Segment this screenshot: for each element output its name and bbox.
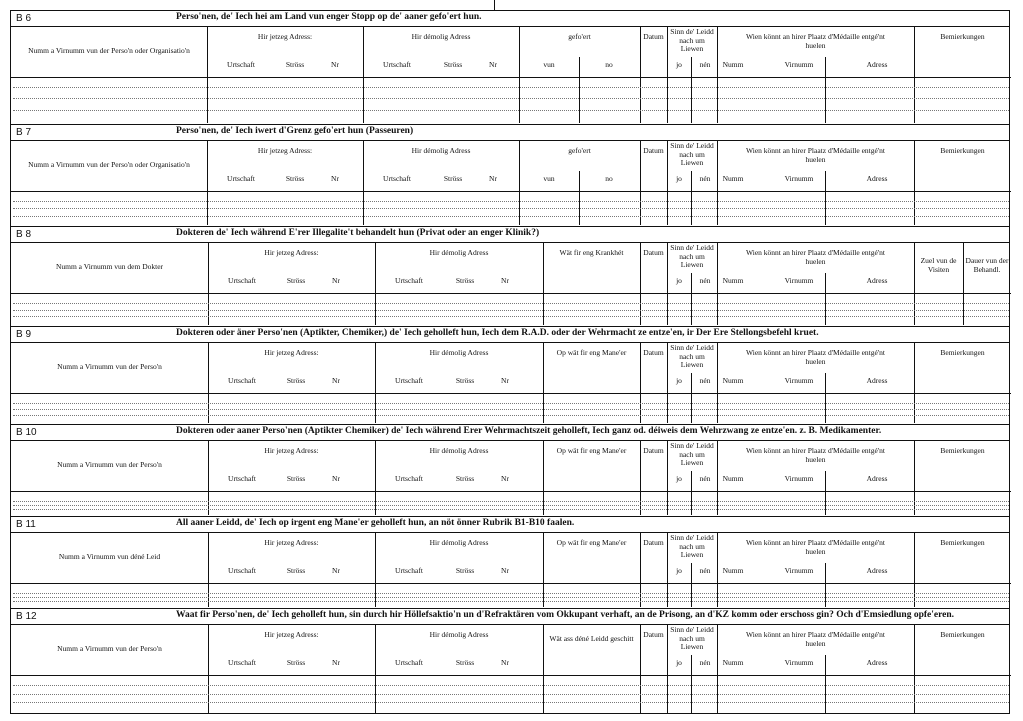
column-divider	[691, 57, 692, 123]
present-address-label: Hir jetzeg Adress:	[264, 630, 319, 639]
row-divider	[11, 77, 1011, 78]
no-label: nén	[699, 474, 711, 483]
town-label: Urtschaft	[228, 474, 256, 483]
column-divider	[914, 533, 915, 607]
column-divider	[363, 27, 364, 123]
row-divider	[11, 491, 1011, 492]
medal-name-label: Numm	[722, 474, 744, 483]
medal-first-name-label: Virnumm	[784, 566, 814, 575]
number-label: Nr	[501, 474, 509, 483]
column-divider	[667, 243, 668, 325]
section-code: B 8	[16, 229, 32, 240]
number-label: Nr	[501, 276, 509, 285]
fill-in-line[interactable]	[13, 409, 1009, 410]
from-label: vun	[543, 174, 555, 183]
town-label: Urtschaft	[395, 658, 423, 667]
name-column-label: Numm a Virnumm vun déné Leid	[58, 552, 161, 561]
fill-in-line[interactable]	[13, 316, 1009, 317]
column-divider	[543, 243, 544, 325]
date-label: Datum	[643, 538, 664, 547]
column-divider	[717, 533, 718, 607]
medal-name-label: Numm	[722, 174, 744, 183]
column-divider	[543, 625, 544, 713]
manner-label: Op wät fir eng Mane'er	[556, 348, 627, 357]
fill-in-line[interactable]	[13, 694, 1009, 695]
number-label: Nr	[332, 658, 340, 667]
fill-in-line[interactable]	[13, 303, 1009, 304]
fill-in-line[interactable]	[13, 310, 1009, 311]
date-label: Datum	[643, 32, 664, 41]
fill-in-line[interactable]	[13, 403, 1009, 404]
section-b-6	[11, 11, 1009, 125]
section-header	[11, 609, 1009, 625]
column-divider	[717, 343, 718, 423]
medal-label: Wien könnt an hirer Plaatz d'Médaille entgé'nt huelen	[745, 146, 886, 164]
medal-label: Wien könnt an hirer Plaatz d'Médaille entgé'nt huelen	[745, 248, 886, 266]
town-label: Urtschaft	[395, 566, 423, 575]
section-b-9	[11, 327, 1009, 425]
street-label: Ströss	[286, 658, 306, 667]
medal-label: Wien könnt an hirer Plaatz d'Médaille entgé'nt huelen	[745, 630, 886, 648]
town-label: Urtschaft	[383, 174, 411, 183]
street-label: Ströss	[285, 60, 305, 69]
top-edge-tick	[494, 0, 495, 10]
section-code: B 6	[16, 13, 32, 24]
fill-in-line[interactable]	[13, 216, 1009, 217]
present-address-label: Hir jetzeg Adress:	[264, 446, 319, 455]
present-address-label: Hir jetzeg Adress:	[264, 248, 319, 257]
section-code: B 10	[16, 427, 37, 438]
street-label: Ströss	[455, 276, 475, 285]
column-divider	[208, 441, 209, 515]
column-divider	[375, 533, 376, 607]
number-label: Nr	[331, 60, 339, 69]
street-label: Ströss	[455, 376, 475, 385]
fill-in-line[interactable]	[13, 505, 1009, 506]
fill-in-line[interactable]	[13, 208, 1009, 209]
town-label: Urtschaft	[227, 60, 255, 69]
fill-in-line[interactable]	[13, 597, 1009, 598]
column-divider	[963, 243, 964, 325]
former-address-label: Hir démolig Adress	[411, 32, 471, 41]
medal-first-name-label: Virnumm	[784, 60, 814, 69]
column-divider	[208, 243, 209, 325]
column-divider	[375, 343, 376, 423]
name-column-label: Numm a Virnumm vun der Perso'n	[57, 362, 162, 371]
former-address-label: Hir démolig Adress	[411, 146, 471, 155]
number-label: Nr	[332, 474, 340, 483]
column-divider	[825, 655, 826, 713]
no-label: nén	[699, 174, 711, 183]
section-header	[11, 125, 1009, 141]
number-label: Nr	[501, 658, 509, 667]
remarks-label: Bemierkungen	[940, 348, 985, 357]
street-label: Ströss	[455, 658, 475, 667]
escorted-label: gefo'ert	[568, 32, 591, 41]
present-address-label: Hir jetzeg Adress:	[257, 146, 313, 155]
section-title: Dokteren oder äner Perso'nen (Aptikter, Chemiker,) de' Iech geholleft hun, Iech dem R.A.D. oder der Wehrmacht ze entze'en, ir Der Ere Stellongsbefehl kruet.	[176, 328, 819, 338]
remarks-label: Bemierkungen	[940, 538, 985, 547]
remarks-label: Bemierkungen	[940, 630, 985, 639]
number-label: Nr	[489, 174, 497, 183]
fill-in-line[interactable]	[13, 201, 1009, 202]
fill-in-line[interactable]	[13, 702, 1009, 703]
column-divider	[375, 441, 376, 515]
medal-first-name-label: Virnumm	[784, 474, 814, 483]
number-label: Nr	[501, 376, 509, 385]
from-label: vun	[543, 60, 555, 69]
section-title: Dokteren de' Iech während E'rer Illegalite't behandelt hun (Privat oder an enger Klinik?)	[176, 228, 540, 238]
date-label: Datum	[643, 146, 664, 155]
column-divider	[363, 141, 364, 225]
medal-name-label: Numm	[722, 276, 744, 285]
column-divider	[667, 441, 668, 515]
medal-address-label: Adress	[866, 658, 888, 667]
to-label: no	[605, 60, 613, 69]
column-divider	[543, 533, 544, 607]
column-divider	[914, 343, 915, 423]
section-code: B 12	[16, 611, 37, 622]
number-label: Nr	[331, 174, 339, 183]
medal-first-name-label: Virnumm	[784, 376, 814, 385]
street-label: Ströss	[455, 474, 475, 483]
row-divider	[11, 191, 1011, 192]
to-label: no	[605, 174, 613, 183]
town-label: Urtschaft	[383, 60, 411, 69]
manner-label: Op wät fir eng Mane'er	[556, 446, 627, 455]
alive-label: Sinn de' Leidd nach um Liewen	[670, 243, 714, 269]
yes-label: jo	[676, 474, 682, 483]
street-label: Ströss	[285, 174, 305, 183]
no-label: nén	[699, 376, 711, 385]
fill-in-line[interactable]	[13, 593, 1009, 594]
column-divider	[543, 441, 544, 515]
column-divider	[914, 441, 915, 515]
date-label: Datum	[643, 630, 664, 639]
medal-label: Wien könnt an hirer Plaatz d'Médaille entgé'nt huelen	[745, 538, 886, 556]
medal-name-label: Numm	[722, 566, 744, 575]
column-divider	[914, 243, 915, 325]
column-divider	[579, 57, 580, 123]
fill-in-line[interactable]	[13, 685, 1009, 686]
medal-address-label: Adress	[866, 174, 888, 183]
row-divider	[11, 393, 1011, 394]
date-label: Datum	[643, 348, 664, 357]
escorted-label: gefo'ert	[568, 146, 591, 155]
yes-label: jo	[676, 60, 682, 69]
former-address-label: Hir démolig Adress	[429, 248, 489, 257]
questionnaire-form	[10, 10, 1010, 714]
section-b-12	[11, 609, 1009, 715]
medal-address-label: Adress	[866, 566, 888, 575]
section-header	[11, 11, 1009, 27]
duration-label: Dauer vun der Behandl.	[965, 256, 1009, 274]
present-address-label: Hir jetzeg Adress:	[264, 348, 319, 357]
yes-label: jo	[676, 566, 682, 575]
medal-address-label: Adress	[866, 474, 888, 483]
town-label: Urtschaft	[228, 376, 256, 385]
yes-label: jo	[676, 174, 682, 183]
manner-label: Wät ass déné Leidd geschitt	[549, 634, 634, 643]
medal-first-name-label: Virnumm	[784, 174, 814, 183]
medal-first-name-label: Virnumm	[784, 658, 814, 667]
section-title: Perso'nen, de' Iech hei am Land vun enger Stopp op de' aaner gefo'ert hun.	[176, 12, 482, 22]
column-divider	[519, 141, 520, 225]
medal-label: Wien könnt an hirer Plaatz d'Médaille entgé'nt huelen	[745, 446, 886, 464]
town-label: Urtschaft	[395, 376, 423, 385]
column-divider	[207, 27, 208, 123]
remarks-label: Bemierkungen	[940, 146, 985, 155]
column-divider	[667, 343, 668, 423]
section-title: Perso'nen, de' Iech iwert d'Grenz gefo'ert hun (Passeuren)	[176, 126, 414, 136]
fill-in-line[interactable]	[13, 415, 1009, 416]
remarks-label: Bemierkungen	[940, 446, 985, 455]
column-divider	[825, 57, 826, 123]
present-address-label: Hir jetzeg Adress:	[257, 32, 313, 41]
town-label: Urtschaft	[228, 276, 256, 285]
name-column-label: Numm a Virnumm vun der Perso'n oder Organisatio'n	[28, 46, 190, 55]
column-divider	[717, 625, 718, 713]
column-divider	[640, 625, 641, 713]
yes-label: jo	[676, 276, 682, 285]
column-divider	[640, 533, 641, 607]
number-label: Nr	[332, 376, 340, 385]
column-divider	[691, 273, 692, 325]
town-label: Urtschaft	[395, 474, 423, 483]
column-divider	[207, 141, 208, 225]
former-address-label: Hir démolig Adress	[429, 446, 489, 455]
column-divider	[667, 533, 668, 607]
name-column-label: Numm a Virnumm vun der Perso'n oder Organisatio'n	[28, 160, 190, 169]
section-b-7	[11, 125, 1009, 227]
column-divider	[667, 141, 668, 225]
column-divider	[717, 243, 718, 325]
section-header	[11, 517, 1009, 533]
fill-in-line[interactable]	[13, 98, 1009, 99]
section-code: B 11	[16, 519, 36, 530]
street-label: Ströss	[286, 276, 306, 285]
section-title: Waat fir Perso'nen, de' Iech geholleft hun, sin durch hir Höllefsaktio'n un d'Refraktären vom Okkupant verhaft, an de Prisong, an d'KZ komm oder erschoss gin? Och d'Emsiedlung opfe'eren.	[176, 610, 955, 620]
name-column-label: Numm a Virnumm vun dem Dokter	[55, 262, 164, 271]
former-address-label: Hir démolig Adress	[429, 538, 489, 547]
name-column-label: Numm a Virnumm vun der Perso'n	[57, 460, 162, 469]
fill-in-line[interactable]	[13, 601, 1009, 602]
alive-label: Sinn de' Leidd nach um Liewen	[670, 625, 714, 651]
column-divider	[208, 625, 209, 713]
column-divider	[640, 141, 641, 225]
column-divider	[519, 27, 520, 123]
column-divider	[543, 343, 544, 423]
section-title: Dokteren oder aaner Perso'nen (Aptikter Chemiker) de' Iech während Erer Wehrmachtszeit geholleft, Iech ganz od. déiweis dem Wehrzwang ze entze'en. z. B. Medikamenter.	[176, 426, 882, 436]
street-label: Ströss	[286, 566, 306, 575]
column-divider	[375, 243, 376, 325]
medal-address-label: Adress	[866, 376, 888, 385]
alive-label: Sinn de' Leidd nach um Liewen	[670, 343, 714, 369]
street-label: Ströss	[443, 174, 463, 183]
medal-address-label: Adress	[866, 60, 888, 69]
column-divider	[914, 625, 915, 713]
medal-address-label: Adress	[866, 276, 888, 285]
street-label: Ströss	[286, 474, 306, 483]
column-divider	[208, 533, 209, 607]
column-divider	[208, 343, 209, 423]
section-code: B 9	[16, 329, 32, 340]
medal-name-label: Numm	[722, 60, 744, 69]
town-label: Urtschaft	[395, 276, 423, 285]
column-divider	[375, 625, 376, 713]
section-title: All aaner Leidd, de' Iech op irgent eng Mane'er geholleft hun, an nöt önner Rubrik B1-B10 faalen.	[176, 518, 575, 528]
former-address-label: Hir démolig Adress	[429, 630, 489, 639]
section-b-10	[11, 425, 1009, 517]
alive-label: Sinn de' Leidd nach um Liewen	[670, 441, 714, 467]
column-divider	[825, 273, 826, 325]
manner-label: Op wät fir eng Mane'er	[556, 538, 627, 547]
number-label: Nr	[332, 276, 340, 285]
medal-label: Wien könnt an hirer Plaatz d'Médaille entgé'nt huelen	[745, 348, 886, 366]
street-label: Ströss	[443, 60, 463, 69]
fill-in-line[interactable]	[13, 110, 1009, 111]
section-code: B 7	[16, 127, 32, 138]
row-divider	[11, 675, 1011, 676]
column-divider	[691, 655, 692, 713]
alive-label: Sinn de' Leidd nach um Liewen	[670, 27, 714, 53]
column-divider	[640, 27, 641, 123]
column-divider	[914, 27, 915, 123]
no-label: nén	[699, 658, 711, 667]
number-label: Nr	[332, 566, 340, 575]
yes-label: jo	[676, 658, 682, 667]
column-divider	[640, 441, 641, 515]
section-header	[11, 327, 1009, 343]
column-divider	[667, 625, 668, 713]
column-divider	[640, 343, 641, 423]
column-divider	[914, 141, 915, 225]
street-label: Ströss	[286, 376, 306, 385]
fill-in-line[interactable]	[13, 87, 1009, 88]
yes-label: jo	[676, 376, 682, 385]
section-header	[11, 227, 1009, 243]
visits-label: Zuel vun de Visiten	[920, 256, 957, 274]
former-address-label: Hir démolig Adress	[429, 348, 489, 357]
section-header	[11, 425, 1009, 441]
name-column-label: Numm a Virnumm vun der Perso'n	[57, 644, 162, 653]
no-label: nén	[699, 276, 711, 285]
date-label: Datum	[643, 248, 664, 257]
column-divider	[717, 441, 718, 515]
number-label: Nr	[501, 566, 509, 575]
medal-first-name-label: Virnumm	[784, 276, 814, 285]
medal-label: Wien könnt an hirer Plaatz d'Médaille entgé'nt huelen	[745, 32, 886, 50]
town-label: Urtschaft	[228, 658, 256, 667]
medal-name-label: Numm	[722, 658, 744, 667]
column-divider	[667, 27, 668, 123]
section-b-11	[11, 517, 1009, 609]
column-divider	[717, 27, 718, 123]
column-divider	[640, 243, 641, 325]
no-label: nén	[699, 60, 711, 69]
town-label: Urtschaft	[228, 566, 256, 575]
fill-in-line[interactable]	[13, 501, 1009, 502]
fill-in-line[interactable]	[13, 509, 1009, 510]
medal-name-label: Numm	[722, 376, 744, 385]
column-divider	[717, 141, 718, 225]
section-b-8	[11, 227, 1009, 327]
disease-label: Wät fir eng Krankhét	[559, 248, 624, 257]
row-divider	[11, 293, 1011, 294]
number-label: Nr	[489, 60, 497, 69]
town-label: Urtschaft	[227, 174, 255, 183]
alive-label: Sinn de' Leidd nach um Liewen	[670, 141, 714, 167]
row-divider	[11, 583, 1011, 584]
alive-label: Sinn de' Leidd nach um Liewen	[670, 533, 714, 559]
street-label: Ströss	[455, 566, 475, 575]
remarks-label: Bemierkungen	[940, 32, 985, 41]
date-label: Datum	[643, 446, 664, 455]
present-address-label: Hir jetzeg Adress:	[264, 538, 319, 547]
no-label: nén	[699, 566, 711, 575]
